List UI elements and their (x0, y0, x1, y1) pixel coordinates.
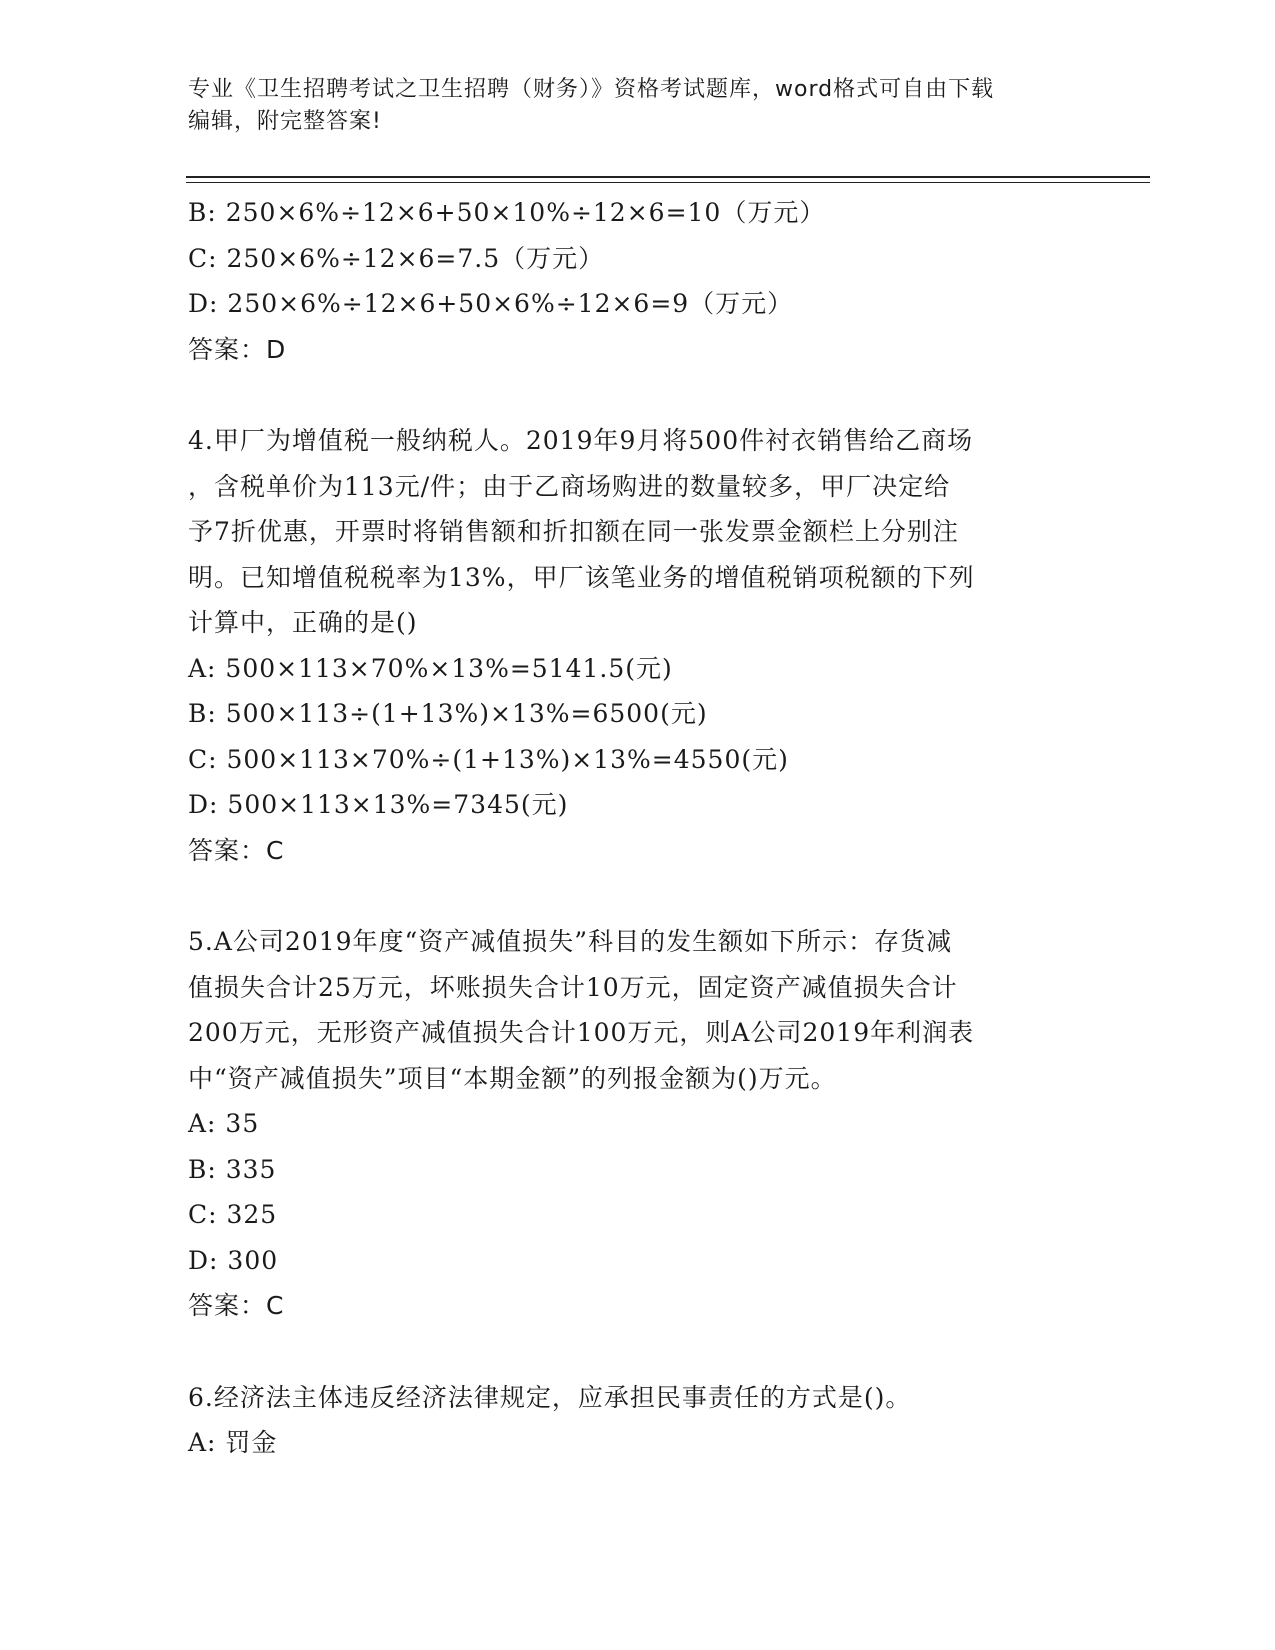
option-b: B: 250×6%÷12×6+50×10%÷12×6=10（万元） (188, 198, 826, 227)
answer-label: 答案：D (188, 334, 287, 364)
answer-label: 答案：C (188, 1291, 285, 1320)
question-stem (188, 919, 1068, 1101)
answer-label: 答案：C (188, 835, 285, 865)
stem-line: 明。已知增值税税率为13%，甲厂该笔业务的增值税销项税额的下列 (188, 562, 975, 592)
option-c: C: 325 (188, 1200, 278, 1229)
question-stem (188, 1375, 1068, 1421)
option-a: A: 500×113×70%×13%=5141.5(元) (188, 653, 673, 683)
stem-line: 5.A公司2019年度“资产减值损失”科目的发生额如下所示：存货减 (188, 927, 953, 956)
header-divider-thin (186, 182, 1150, 183)
question-stem (188, 418, 1068, 646)
header-line-1: 专业《卫生招聘考试之卫生招聘（财务）》资格考试题库，word格式可自由下载 (188, 77, 995, 102)
option-b: B: 500×113÷(1+13%)×13%=6500(元) (188, 699, 708, 728)
question-3-tail (188, 190, 1068, 372)
option-d: D: 500×113×13%=7345(元) (188, 790, 569, 819)
question-6 (188, 1375, 1068, 1466)
header-line-2: 编辑，附完整答案! (188, 109, 382, 134)
stem-line: 6.经济法主体违反经济法律规定，应承担民事责任的方式是()。 (188, 1382, 912, 1412)
option-a: A: 罚金 (188, 1428, 278, 1457)
option-d: D: 300 (188, 1245, 279, 1275)
stem-line: ，含税单价为113元/件；由于乙商场购进的数量较多，甲厂决定给 (188, 471, 951, 501)
question-4 (188, 418, 1068, 873)
document-header (188, 74, 1088, 138)
option-a: A: 35 (188, 1109, 260, 1138)
stem-line: 中“资产减值损失”项目“本期金额”的列报金额为()万元。 (188, 1063, 837, 1093)
option-d: D: 250×6%÷12×6+50×6%÷12×6=9（万元） (188, 289, 794, 318)
option-c: C: 500×113×70%÷(1+13%)×13%=4550(元) (188, 744, 789, 774)
document-body (188, 190, 1068, 1466)
option-c: C: 250×6%÷12×6=7.5（万元） (188, 243, 605, 273)
header-divider-thick (186, 176, 1150, 178)
stem-line: 值损失合计25万元，坏账损失合计10万元，固定资产减值损失合计 (188, 972, 958, 1002)
option-b: B: 335 (188, 1154, 277, 1184)
stem-line: 200万元，无形资产减值损失合计100万元，则A公司2019年利润表 (188, 1018, 975, 1047)
stem-line: 予7折优惠，开票时将销售额和折扣额在同一张发票金额栏上分别注 (188, 517, 959, 546)
question-5 (188, 919, 1068, 1329)
stem-line: 计算中，正确的是() (188, 608, 418, 637)
stem-line: 4.甲厂为增值税一般纳税人。2019年9月将500件衬衣销售给乙商场 (188, 426, 974, 455)
